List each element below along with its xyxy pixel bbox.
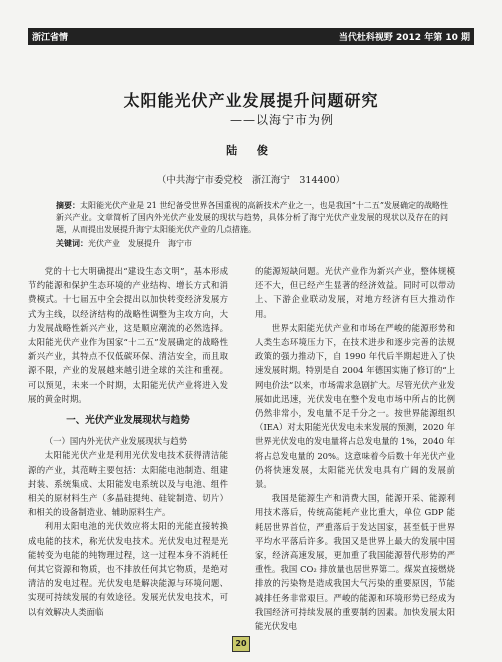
paragraph: 利用太阳电池的光伏效应将太阳的光能直接转换成电能的技术，称光伏发电技术。光伏发电过程是光能转变为电能的纯物理过程，这一过程本身不消耗任何其它资源和物质，也不排放任何其它物质，是绝对清洁的发电过程。光伏发电是解决能源与环境问题、实现可持续发展的有效途径。发展光伏发电技术，可以有效解决人类面临 (28, 521, 228, 617)
keywords (56, 238, 192, 249)
paragraph: 党的十七大明确提出“建设生态文明”，基本形成节约能源和保护生态环境的产业结构、增长方式和消费模式。十七届五中全会提出以加快转变经济发展方式为主线，以经济结构的战略性调整为主攻方向，大力发展战略性新兴产业，这是顺应潮流的必然选择。太阳能光伏产业作为国家“十二五”发展确定的战略性新兴产业，其特点不仅低碳环保、清洁安全，而且取源不限，产业的发展越来越引进全球的关注和重视。可以预见，未来一个时期，太阳能光伏产业将进入发展的黄金时期。 (28, 266, 228, 404)
right-column (255, 264, 455, 633)
journal-header (28, 28, 474, 45)
header-journal: 当代杜科视野 2012 年第 10 期 (338, 33, 470, 43)
abstract-label: 摘要： (56, 201, 81, 210)
subsection-heading: （一）国内外光伏产业发展现状与趋势 (44, 436, 188, 447)
affiliation: （中共海宁市委党校 浙江海宁 314400） (156, 175, 346, 186)
keywords-text: 光伏产业 发展提升 海宁市 (88, 239, 192, 248)
abstract-text: 太阳能光伏产业是 21 世纪备受世界各国重视的高新技术产业之一，也是我国“十二五”发展确定的战略性新兴产业。文章简析了国内外光伏产业发展的现状与趋势，具体分析了海宁光伏产业发展的现状以及存在的问题，从而提出发展提升海宁太阳能光伏产业的几点措施。 (56, 201, 449, 234)
keywords-label: 关键词： (56, 239, 88, 248)
header-section: 浙江省情 (32, 33, 69, 43)
paragraph: 世界太阳能光伏产业和市场在严峻的能源形势和人类生态环境压力下，在技术进步和逐步完善的法规政策的强力推动下，自 1990 年代后半期起进入了快速发展时期。特别是自 2004 年德国实施了修订的“上网电价法”以来，市场需求急剧扩大。尽管光伏产业发展如此迅速，光伏发电在整个发电市场中所占的比例仍然非常小，发电量不足千分之一。按世界能源组织（IEA）对太阳能光伏发电未来发展的预测，2020 年世界光伏发电的发电量将占总发电量的 1%，2040 年将占总发电量的 20%。这意味着今后数十年光伏产业仍将快速发展，太阳能光伏发电具有广阔的发展前景。 (255, 322, 455, 490)
article-subtitle: ——以海宁市为例 (230, 113, 335, 127)
section-heading: 一、光伏产业发展现状与趋势 (66, 415, 190, 427)
article-title: 太阳能光伏产业发展提升问题研究 (123, 91, 379, 110)
abstract (56, 200, 448, 236)
page-number: 20 (232, 636, 250, 652)
author: 陆 俊 (226, 144, 276, 157)
paragraph: 的能源短缺问题。光伏产业作为新兴产业，整体规模还不大，但已经产生显著的经济效益。同时可以带动上、下游企业联动发展，对地方经济有巨大推动作用。 (255, 266, 455, 319)
paragraph: 太阳能光伏产业是利用光伏发电技术获得清洁能源的产业，其范畴主要包括：太阳能电池制造、组建封装、系统集成、太阳能发电系统以及与电池、组件相关的原材料生产（多晶硅提纯、硅锭制造、切片）和相关的设备制造业、辅助原料生产。 (28, 450, 228, 518)
paragraph: 我国是能源生产和消费大国，能源开采、能源利用技术落后，传统高能耗产业比重大，单位 GDP 能耗居世界首位，严重落后于发达国家，甚至低于世界平均水平落后许多。我国又是世界上最大的发展中国家，经济高速发展，更加重了我国能源替代形势的严重性。我国 CO₂ 排放量也居世界第二。煤炭直接燃烧排放的污染物是造成我国大气污染的重要原因，节能减排任务非常艰巨。严峻的能源和环境形势已经成为我国经济可持续发展的重要制约因素。加快发展太阳能光伏发电 (255, 493, 455, 632)
left-column (28, 264, 228, 619)
